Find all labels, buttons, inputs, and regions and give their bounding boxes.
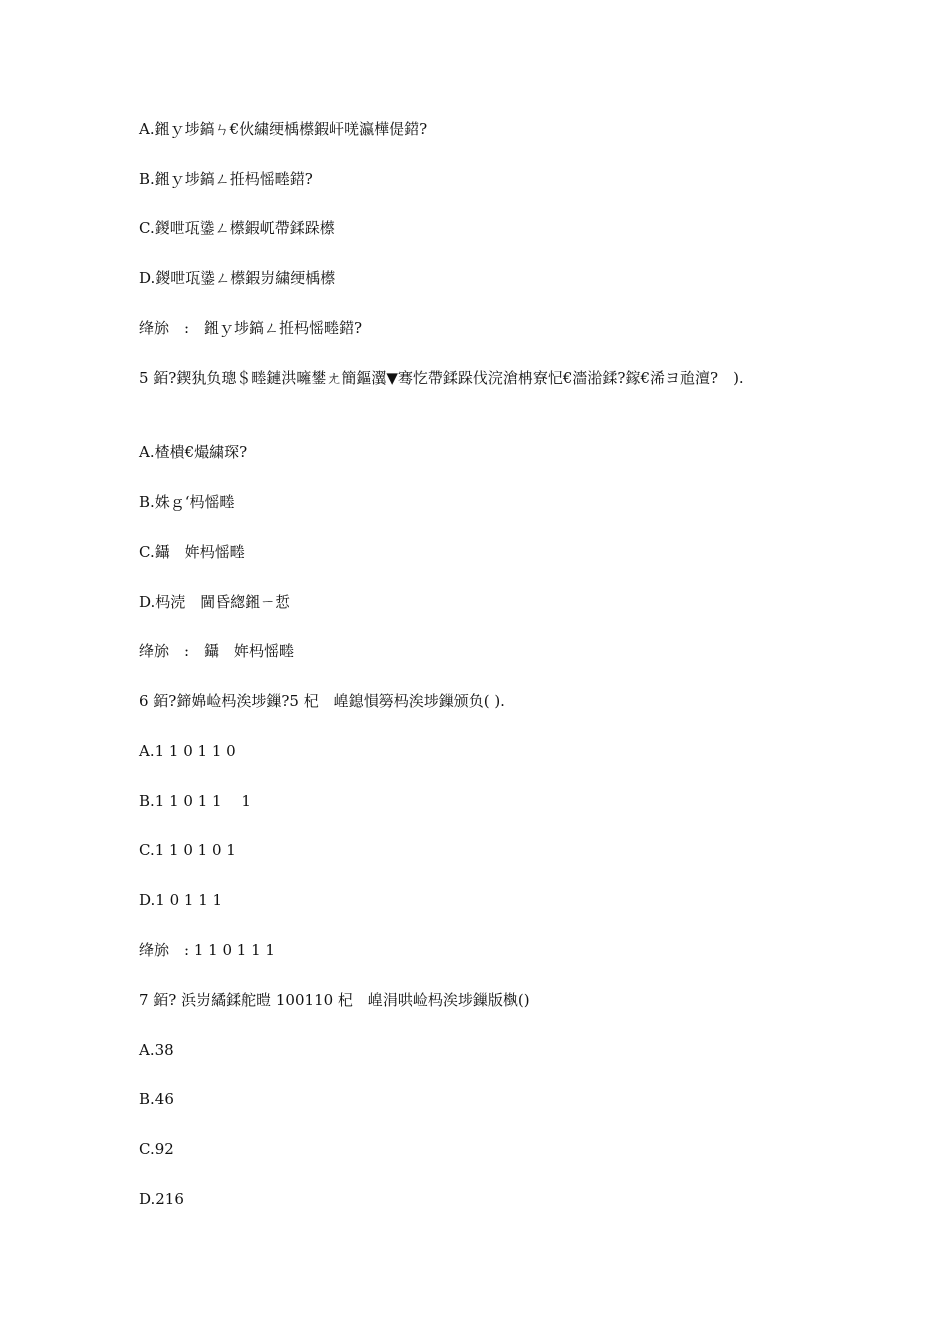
question-line: 7 銆? 浜岃繘鍒舵暟 100110 杞 崲涓哄崄杩涘埗鏁版槸() — [139, 991, 530, 1009]
option-line: B.鎺ｙ埗鎬ㄥ拰杩愮畻鍣? — [139, 170, 313, 188]
answer-line: 绛旀 : 1 1 0 1 1 1 — [139, 941, 275, 959]
option-line: B.46 — [139, 1090, 174, 1108]
option-line: A.楂樻€熶繍琛? — [139, 443, 248, 461]
option-line: A.38 — [139, 1041, 174, 1059]
option-line: C.鑷 姩杩愮畻 — [139, 543, 245, 561]
answer-line: 绛旀 : 鑷 姩杩愮畻 — [139, 642, 295, 660]
answer-line: 绛旀 : 鎺ｙ埗鎬ㄥ拰杩愮畻鍣? — [139, 319, 363, 337]
option-line: B.姝ｇ‘杩愮畻 — [139, 493, 235, 511]
option-line: D.鍐呭瓨鍌ㄥ櫒鍜岃繍绠楀櫒 — [139, 269, 336, 287]
option-line: C.1 1 0 1 0 1 — [139, 841, 236, 859]
option-line: C.鍐呭瓨鍌ㄥ櫒鍜屼帶鍒跺櫒 — [139, 219, 335, 237]
option-line: C.92 — [139, 1140, 174, 1158]
question-line: 5 銆?鍥犱负璁＄畻鏈洪噰鐢ㄤ簡鏂瀷▼骞忔帶鍒跺伐浣滄柟寮忋€濇湁鍒?鎵€浠ヨ兘澶? ). — [139, 369, 744, 387]
option-line: D.杩涜 閫昏緫鎺ㄧ悊 — [139, 593, 291, 611]
option-line: D.216 — [139, 1190, 184, 1208]
option-line: A.1 1 0 1 1 0 — [139, 742, 236, 760]
option-line: B.1 1 0 1 1 1 — [139, 792, 251, 810]
option-line: D.1 0 1 1 1 — [139, 891, 223, 909]
option-line: A.鎺ｙ埗鎬ㄣ€伙繍绠楀櫒鍜屽唴瀛樺偍鍣? — [139, 120, 428, 138]
question-line: 6 銆?鍗婂崄杩涘埗鏁?5 杞 崲鎴愪簩杩涘埗鏁颁负( ). — [139, 692, 505, 710]
